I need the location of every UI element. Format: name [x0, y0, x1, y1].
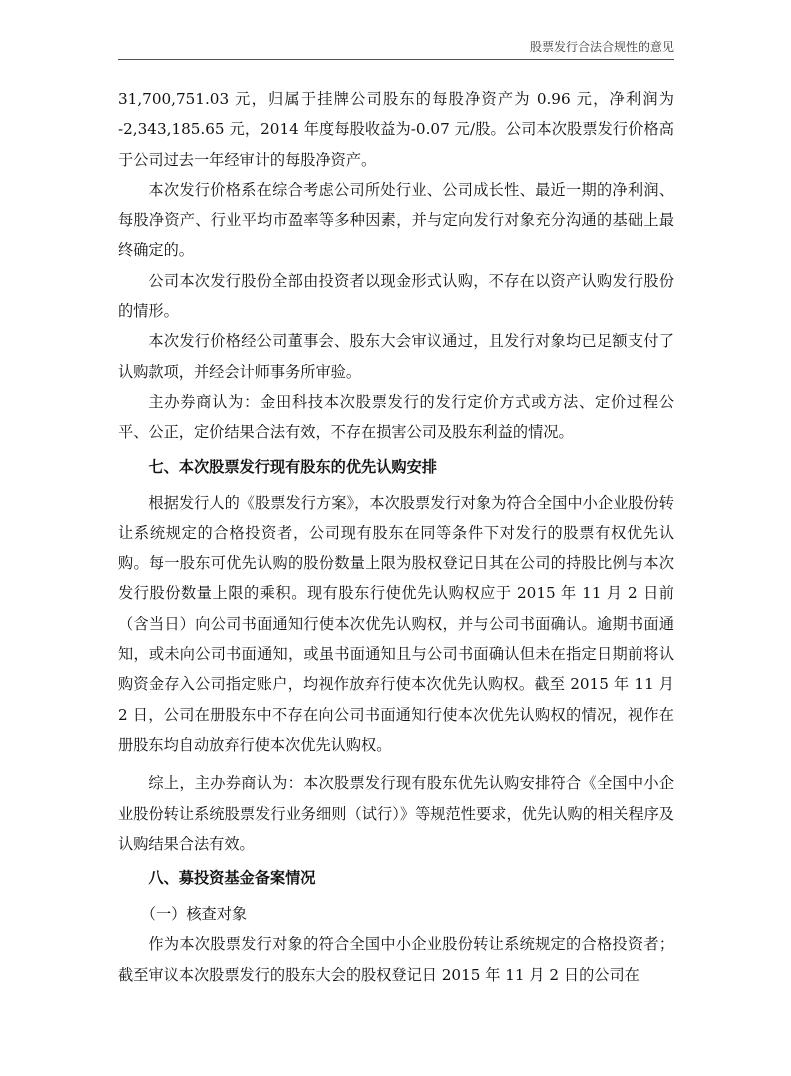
section-heading-7: 七、本次股票发行现有股东的优先认购安排	[148, 457, 437, 476]
subsection-heading-1: （一）核查对象	[140, 905, 248, 924]
paragraph-pricing-basis: 本次发行价格系在综合考虑公司所处行业、公司成长性、最近一期的净利润、每股净资产、行业平均市盈率等多种因素，并与定向发行对象充分沟通的基础上最终确定的。	[118, 180, 674, 260]
paragraph-cash-subscription: 公司本次发行股份全部由投资者以现金形式认购，不存在以资产认购发行股份的情形。	[118, 271, 674, 321]
paragraph-net-assets: 31,700,751.03 元，归属于挂牌公司股东的每股净资产为 0.96 元，净利润为 -2,343,185.65 元，2014 年度每股收益为-0.07 元/股。公司本次股票发行价格高于公司过去一年经审计的每股净资产。	[118, 90, 674, 169]
paragraph-check-object: 作为本次股票发行对象的符合全国中小企业股份转让系统规定的合格投资者；截至审议本次股票发行的股东大会的股权登记日 2015 年 11 月 2 日的公司在	[118, 935, 674, 984]
paragraph-approval: 本次发行价格经公司董事会、股东大会审议通过，且发行对象均已足额支付了认购款项，并经会计师事务所审验。	[118, 332, 674, 381]
page-header: 股票发行合法合规性的意见	[118, 38, 674, 60]
paragraph-broker-opinion: 主办券商认为：金田科技本次股票发行的发行定价方式或方法、定价过程公平、公正，定价结果合法有效，不存在损害公司及股东利益的情况。	[118, 392, 674, 442]
document-body	[118, 84, 674, 990]
paragraph-conclusion: 综上，主办券商认为：本次股票发行现有股东优先认购安排符合《全国中小企业股份转让系统股票发行业务细则（试行）》等规范性要求，优先认购的相关程序及认购结果合法有效。	[118, 774, 674, 853]
paragraph-priority-subscription: 根据发行人的《股票发行方案》，本次股票发行对象为符合全国中小企业股份转让系统规定的合格投资者，公司现有股东在同等条件下对发行的股票有权优先认购。每一股东可优先认购的股份数量上限为股权登记日其在公司的持股比例与本次发行股份数量上限的乘积。现有股东行使优先认购权应于 2015 年 11 月 2 日前（含当日）向公司书面通知行使本次优先认购权，并与公司书面确认。逾期书面通知，或未向公司书面通知，或虽书面通知且与公司书面确认但未在指定日期前将认购资金存入公司指定账户，均视作放弃行使本次优先认购权。截至 2015 年 11 月 2 日，公司在册股东中不存在向公司书面通知行使本次优先认购权的情况，视作在册股东均自动放弃行使本次优先认购权。	[118, 493, 674, 754]
section-heading-8: 八、募投资基金备案情况	[148, 869, 316, 888]
